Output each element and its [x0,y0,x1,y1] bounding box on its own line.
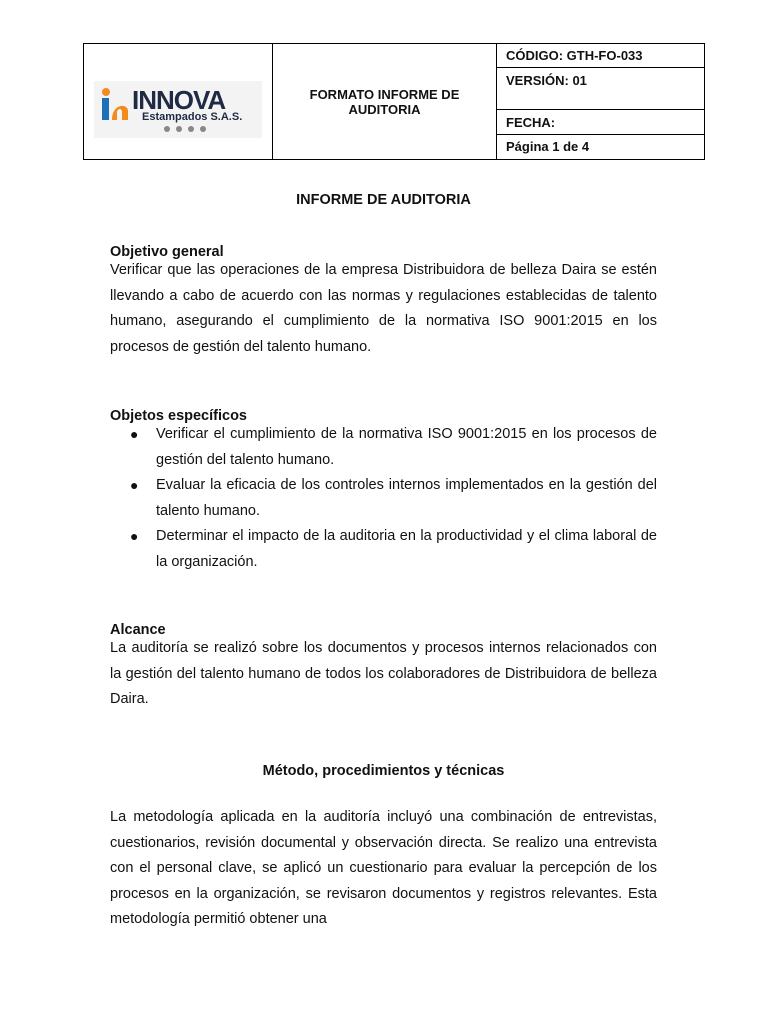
innova-logo-icon [100,87,130,127]
bullet-icon: ● [130,528,139,544]
bullet-icon: ● [130,426,139,442]
company-logo [94,81,262,138]
list-item [110,422,657,473]
logo-subtitle: Estampados S.A.S. [142,111,243,123]
metodo-heading: Método, procedimientos y técnicas [262,763,505,779]
metodo-text: La metodología aplicada en la auditoría incluyó una combinación de entrevistas, cuestionarios, revisión documental y observación directa. Se realizo una entrevista con el personal clave, se aplicó un cuestionario para evaluar la percepción de los procesos en la organización, se revisaron documentos y registros relevantes. Esta metodología permitió obtener una [110,809,657,927]
seal-icon [176,126,182,132]
objetivo-general-heading: Objetivo general [110,244,224,260]
list-item-text: Verificar el cumplimiento de la normativa ISO 9001:2015 en los procesos de gestión del talento humano. [156,426,657,468]
objetos-especificos-heading: Objetos específicos [110,408,247,424]
version-field: VERSIÓN: 01 [497,68,704,110]
format-title-cell [273,44,497,159]
list-item-text: Evaluar la eficacia de los controles internos implementados en la gestión del talento humano. [156,477,657,519]
code-field: CÓDIGO: GTH-FO-033 [497,44,704,68]
document-meta [497,44,704,159]
seal-icon [164,126,170,132]
logo-seals [164,126,206,132]
seal-icon [188,126,194,132]
alcance-text: La auditoría se realizó sobre los documentos y procesos internos relacionados con la gestión del talento humano de todos los colaboradores de Distribuidora de belleza Daira. [110,640,657,707]
document-header [83,43,705,160]
objetos-especificos-list [110,422,657,575]
bullet-icon: ● [130,477,139,493]
format-title: FORMATO INFORME DE AUDITORIA [309,86,460,117]
page-number: Página 1 de 4 [506,139,590,154]
seal-icon [200,126,206,132]
list-item-text: Determinar el impacto de la auditoria en la productividad y el clima laboral de la organización. [156,528,657,570]
page-title: INFORME DE AUDITORIA [296,192,471,208]
logo-cell [84,44,273,159]
objetivo-general-text: Verificar que las operaciones de la empresa Distribuidora de belleza Daira se estén llevando a cabo de acuerdo con las normas y regulaciones establecidas de talento humano, asegurando el cumplimiento de la normativa ISO 9001:2015 en los procesos de gestión del talento humano. [110,262,657,355]
logo-brand: INNOVA [132,85,226,115]
list-item [110,473,657,524]
list-item [110,524,657,575]
alcance-heading: Alcance [110,622,166,638]
date-field: FECHA: [497,110,704,135]
